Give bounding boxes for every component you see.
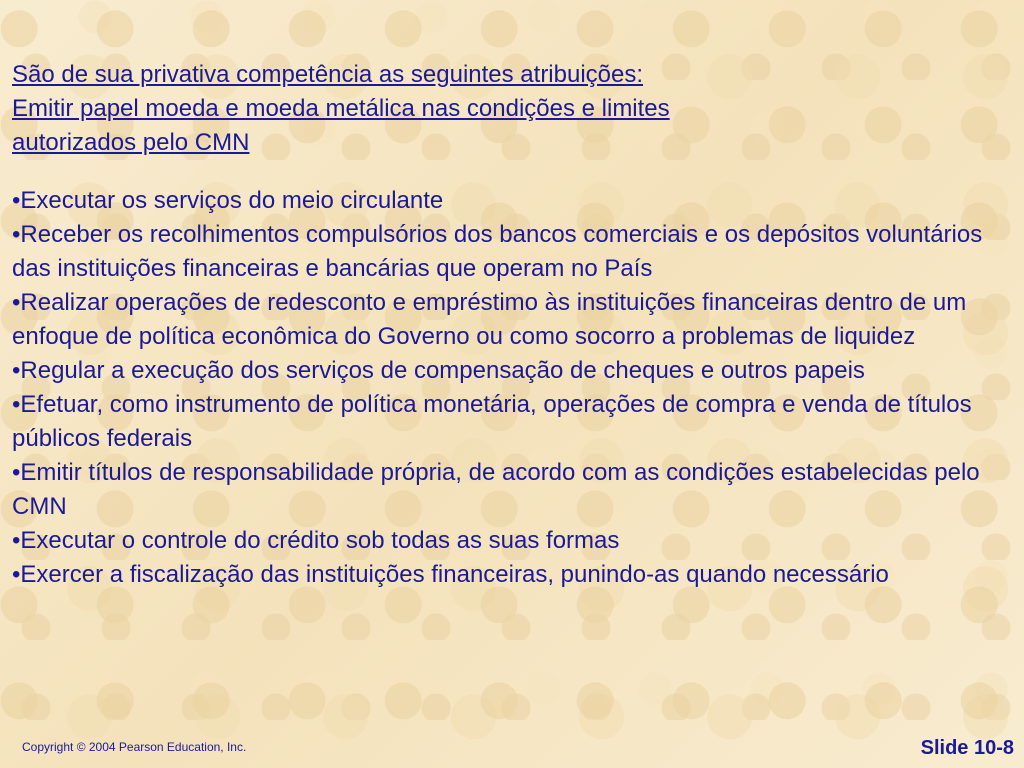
bullet-item: •Receber os recolhimentos compulsórios dos bancos comerciais e os depósitos voluntários das instituições financeiras e bancárias que operam no País	[12, 221, 983, 282]
bullet-item: •Emitir títulos de responsabilidade própria, de acordo com as condições estabelecidas pelo CMN	[12, 459, 980, 520]
bullet-item: •Realizar operações de redesconto e empréstimo às instituições financeiras dentro de um enfoque de política econômica do Governo ou como socorro a problemas de liquidez	[12, 289, 967, 350]
slide-body	[12, 58, 1012, 592]
slide-heading	[12, 58, 1012, 160]
heading-spacer	[12, 160, 1012, 184]
heading-line-3: autorizados pelo CMN	[12, 129, 250, 156]
bullet-item: •Exercer a fiscalização das instituições financeiras, punindo-as quando necessário	[12, 561, 889, 588]
bullet-list	[12, 184, 1012, 592]
bullet-item: •Executar o controle do crédito sob todas as suas formas	[12, 527, 620, 554]
bullet-item: •Executar os serviços do meio circulante	[12, 187, 444, 214]
bullet-item: •Efetuar, como instrumento de política monetária, operações de compra e venda de títulos públicos federais	[12, 391, 972, 452]
slide-number: Slide 10-8	[920, 737, 1014, 759]
heading-line-1: São de sua privativa competência as seguintes atribuições:	[12, 61, 644, 88]
heading-line-2: Emitir papel moeda e moeda metálica nas condições e limites	[12, 95, 670, 122]
bullet-item: •Regular a execução dos serviços de compensação de cheques e outros papeis	[12, 357, 865, 384]
copyright-notice: Copyright © 2004 Pearson Education, Inc.	[22, 740, 247, 754]
